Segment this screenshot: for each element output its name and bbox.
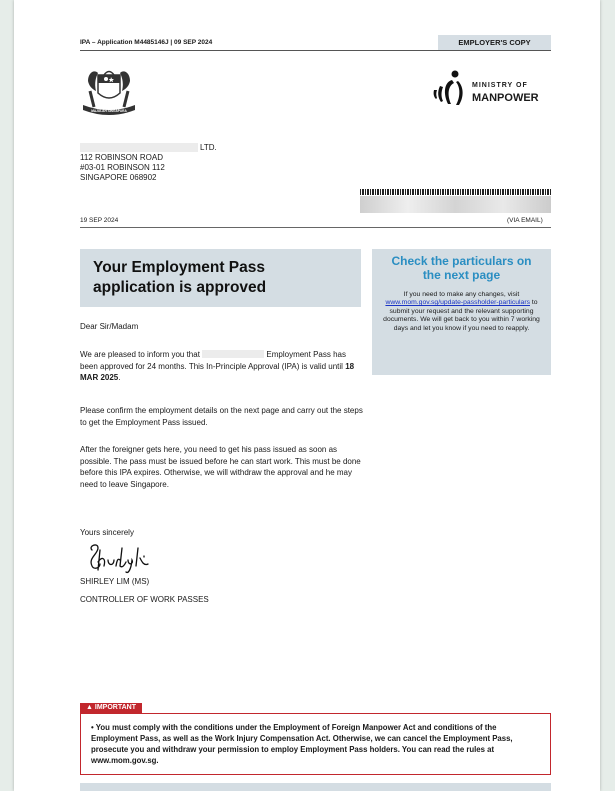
approval-paragraph <box>80 349 365 384</box>
important-label-text: IMPORTANT <box>94 704 136 711</box>
redacted-barcode-area <box>360 196 551 213</box>
closing: Yours sincerely <box>80 528 134 537</box>
application-reference: IPA – Application M4485146J | 09 SEP 2024 <box>80 39 213 46</box>
address-line-1: 112 ROBINSON ROAD <box>80 153 163 162</box>
signature-image <box>86 540 156 576</box>
issuance-paragraph: After the foreigner gets here, you need to get his pass issued as soon as possible. The pass must be issued before he can start work. This must be done before this IPA expires. Otherwise, we will withdraw the approval and he may need to leave Singapore. <box>80 445 361 489</box>
signatory-name: SHIRLEY LIM (MS) <box>80 577 150 586</box>
ipa-expiry-date: 18 MAR 2025 <box>80 361 355 382</box>
title-line-1: Your Employment Pass <box>93 259 265 276</box>
important-notice-box <box>80 713 551 775</box>
heading-line-1: Check the particulars on <box>391 254 532 268</box>
approval-title-box <box>80 249 361 307</box>
check-particulars-heading <box>372 254 551 282</box>
date-divider <box>80 227 551 228</box>
page-title <box>93 258 266 298</box>
check-particulars-text <box>382 291 541 333</box>
warning-icon: ▲ <box>86 704 93 711</box>
employer-copy-tag: EMPLOYER'S COPY <box>438 35 551 50</box>
crest-motto: MAJULAH SINGAPURA <box>91 109 127 113</box>
redacted-employee-name <box>202 350 264 358</box>
confirm-paragraph: Please confirm the employment details on the next page and carry out the steps to get the Employment Pass issued. <box>80 406 363 427</box>
important-notice-body: You must comply with the conditions under the Employment of Foreign Manpower Act and conditions of the Employment Pass, as well as the Work Injury Compensation Act. Otherwise, we can cancel the Employment Pass, prosecute you and withdraw your permission to employ Employment Pass holders. You can read the rules at www.mom.gov.sg. <box>91 723 513 765</box>
manpower-label: MANPOWER <box>472 92 539 104</box>
manpower-figure-icon <box>430 68 470 108</box>
ministry-of-manpower-logo <box>430 68 560 108</box>
p1-middle: Employment Pass has been approved for 24 months. This In-Principle Approval (IPA) is valid until <box>80 350 346 371</box>
title-line-2: application is approved <box>93 279 267 296</box>
important-label <box>80 703 142 713</box>
important-notice-text: • You must comply with the conditions under the Employment of Foreign Manpower Act and conditions of the Employment Pass, as well as the Work Injury Compensation Act. Otherwise, we can cancel the Employment Pass, prosecute you and withdraw your permission to employ Employment Pass holders. You can read the rules at www.mom.gov.sg. <box>91 723 513 765</box>
p1-start: We are pleased to inform you that <box>80 350 200 359</box>
sidebox-text-post: to submit your request and the relevant supporting documents. We will get back to you within 7 working days and let you know if you need to reapply. <box>383 299 540 332</box>
address-line-2: #03-01 ROBINSON 112 <box>80 163 165 172</box>
signatory-title: CONTROLLER OF WORK PASSES <box>80 595 209 604</box>
sidebox-text-pre: If you need to make any changes, visit <box>403 291 520 298</box>
address-line-3: SINGAPORE 068902 <box>80 173 157 182</box>
redacted-company-name <box>80 143 198 152</box>
next-section-cutoff <box>80 783 551 791</box>
salutation: Dear Sir/Madam <box>80 322 139 331</box>
delivery-method: (VIA EMAIL) <box>507 217 543 224</box>
heading-line-2: the next page <box>422 268 501 282</box>
p1-end: . <box>118 373 121 382</box>
update-particulars-link[interactable]: www.mom.gov.sg/update-passholder-particulars <box>385 299 530 307</box>
letter-page <box>14 0 600 791</box>
singapore-crest-icon <box>80 67 138 119</box>
company-suffix: LTD. <box>200 143 217 152</box>
barcode <box>360 189 551 195</box>
ministry-label: MINISTRY OF <box>472 82 528 89</box>
header-divider <box>80 50 551 51</box>
check-particulars-box <box>372 249 551 375</box>
letter-date: 19 SEP 2024 <box>80 217 119 224</box>
